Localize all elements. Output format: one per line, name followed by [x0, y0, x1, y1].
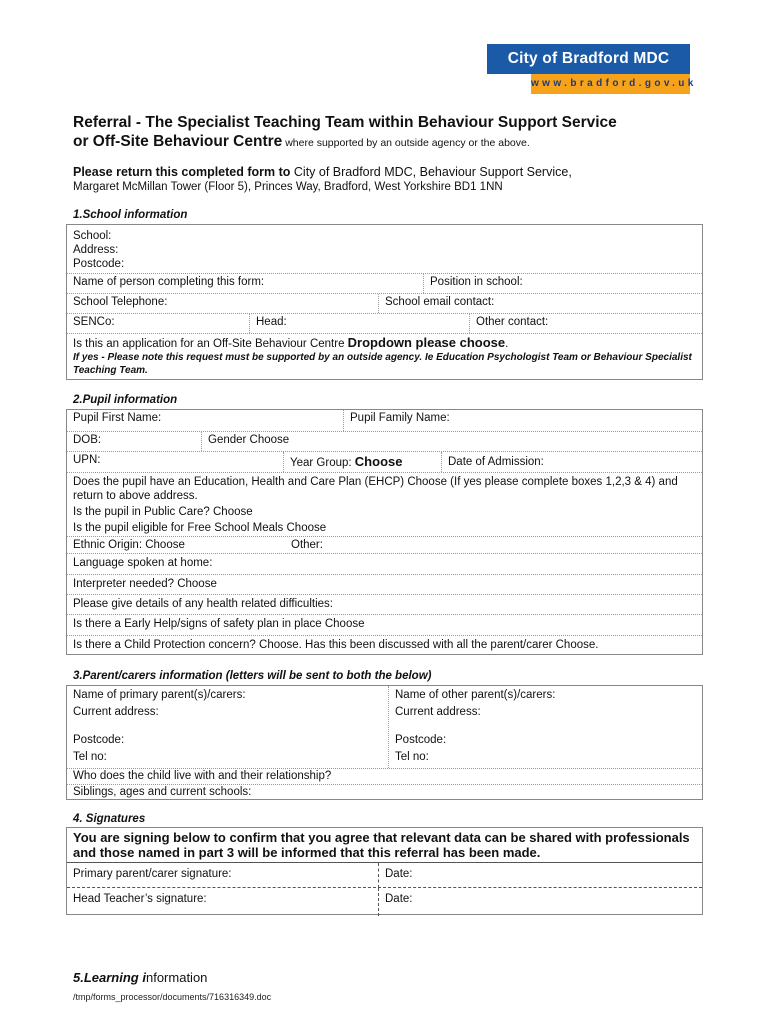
signature-statement: You are signing below to confirm that you agree that relevant data can be shared with professionals and those named in part 3 will be informed that this referral has been made.: [73, 830, 690, 860]
fsm-question[interactable]: Is the pupil eligible for Free School Meals Choose: [73, 522, 327, 534]
primary-parent-name-field[interactable]: Name of primary parent(s)/carers:: [73, 689, 246, 701]
title-line2: or Off-Site Behaviour Centre where supported by an outside agency or the above.: [73, 133, 530, 150]
offsite-note: If yes - Please note this request must be supported by an outside agency. Ie Education Psychologist Team or Behaviour Specialist Teaching Team.: [73, 352, 692, 376]
logo-url: www.bradford.gov.uk: [531, 74, 690, 94]
section2-heading: 2.Pupil information: [73, 394, 178, 406]
siblings-field[interactable]: Siblings, ages and current schools:: [73, 786, 252, 798]
school-info-table: [66, 224, 703, 380]
section1-heading: 1.School information: [73, 209, 188, 221]
gender-dropdown[interactable]: Gender Choose: [201, 432, 704, 451]
pupil-info-table: [66, 409, 703, 655]
child-protection-dropdown[interactable]: Is there a Child Protection concern? Choose. Has this been discussed with all the parent/carer Choose.: [73, 639, 599, 651]
health-details-field[interactable]: Please give details of any health related difficulties:: [73, 598, 333, 610]
upn-field[interactable]: UPN:: [73, 454, 101, 466]
lives-with-field[interactable]: Who does the child live with and their relationship?: [73, 770, 332, 782]
other-parent-name-field[interactable]: Name of other parent(s)/carers:: [395, 689, 556, 701]
public-care-question[interactable]: Is the pupil in Public Care? Choose: [73, 506, 253, 518]
admission-date-field[interactable]: Date of Admission:: [441, 452, 704, 472]
offsite-dropdown[interactable]: Dropdown please choose: [347, 335, 506, 350]
return-info: [73, 165, 713, 195]
section5-heading: 5.Learning information: [73, 970, 208, 985]
return-address: Margaret McMillan Tower (Floor 5), Princes Way, Bradford, West Yorkshire BD1 1NN: [73, 181, 503, 193]
bradford-logo: [487, 44, 697, 94]
postcode-field[interactable]: Postcode:: [73, 258, 125, 270]
primary-postcode-field[interactable]: Postcode:: [73, 734, 125, 746]
year-group-dropdown[interactable]: Year Group: Choose: [283, 452, 441, 472]
dob-field[interactable]: DOB:: [73, 434, 102, 446]
primary-signature-field[interactable]: Primary parent/carer signature:: [73, 868, 232, 880]
offsite-question: Is this an application for an Off-Site Behaviour Centre Dropdown please choose.: [73, 335, 509, 350]
ethnic-origin-dropdown[interactable]: Ethnic Origin: Choose: [73, 539, 185, 551]
signatures-table: [66, 827, 703, 915]
head-teacher-signature-field[interactable]: Head Teacher’s signature:: [73, 893, 207, 905]
other-postcode-field[interactable]: Postcode:: [395, 734, 447, 746]
title-line1: Referral - The Specialist Teaching Team within Behaviour Support Service: [73, 114, 617, 131]
return-label: Please return this completed form to: [73, 165, 291, 179]
title-sub: where supported by an outside agency or the above.: [282, 137, 530, 149]
other-contact-field[interactable]: Other contact:: [469, 314, 704, 333]
page-title: [73, 113, 713, 153]
school-email-field[interactable]: School email contact:: [378, 294, 704, 313]
section4-heading: 4. Signatures: [73, 813, 146, 825]
document-path: /tmp/forms_processor/documents/716316349.doc: [73, 992, 272, 1002]
address-field[interactable]: Address:: [73, 244, 119, 256]
return-dest: City of Bradford MDC, Behaviour Support Service,: [290, 165, 572, 179]
section3-heading: 3.Parent/carers information (letters will be sent to both the below): [73, 670, 432, 682]
head-teacher-date-field[interactable]: Date:: [378, 888, 704, 916]
school-telephone-field[interactable]: School Telephone:: [73, 296, 168, 308]
logo-name: City of Bradford MDC: [487, 44, 690, 74]
primary-address-field[interactable]: Current address:: [73, 706, 159, 718]
senco-field[interactable]: SENCo:: [73, 316, 115, 328]
primary-date-field[interactable]: Date:: [378, 863, 704, 888]
other-tel-field[interactable]: Tel no:: [395, 751, 429, 763]
ethnic-other-field[interactable]: Other:: [291, 539, 323, 551]
other-address-field[interactable]: Current address:: [395, 706, 481, 718]
ehcp-question[interactable]: Does the pupil have an Education, Health and Care Plan (EHCP) Choose (If yes please complete boxes 1,2,3 & 4) and return to above address.: [73, 476, 678, 502]
parent-info-table: [66, 685, 703, 800]
pupil-first-name-field[interactable]: Pupil First Name:: [73, 412, 162, 424]
position-field[interactable]: Position in school:: [423, 274, 704, 293]
head-field[interactable]: Head:: [249, 314, 469, 333]
primary-tel-field[interactable]: Tel no:: [73, 751, 107, 763]
interpreter-dropdown[interactable]: Interpreter needed? Choose: [73, 578, 217, 590]
name-completing-field[interactable]: Name of person completing this form:: [73, 276, 265, 288]
school-field[interactable]: School:: [73, 230, 112, 242]
early-help-dropdown[interactable]: Is there a Early Help/signs of safety plan in place Choose: [73, 618, 365, 630]
pupil-family-name-field[interactable]: Pupil Family Name:: [343, 410, 704, 431]
language-field[interactable]: Language spoken at home:: [73, 557, 213, 569]
